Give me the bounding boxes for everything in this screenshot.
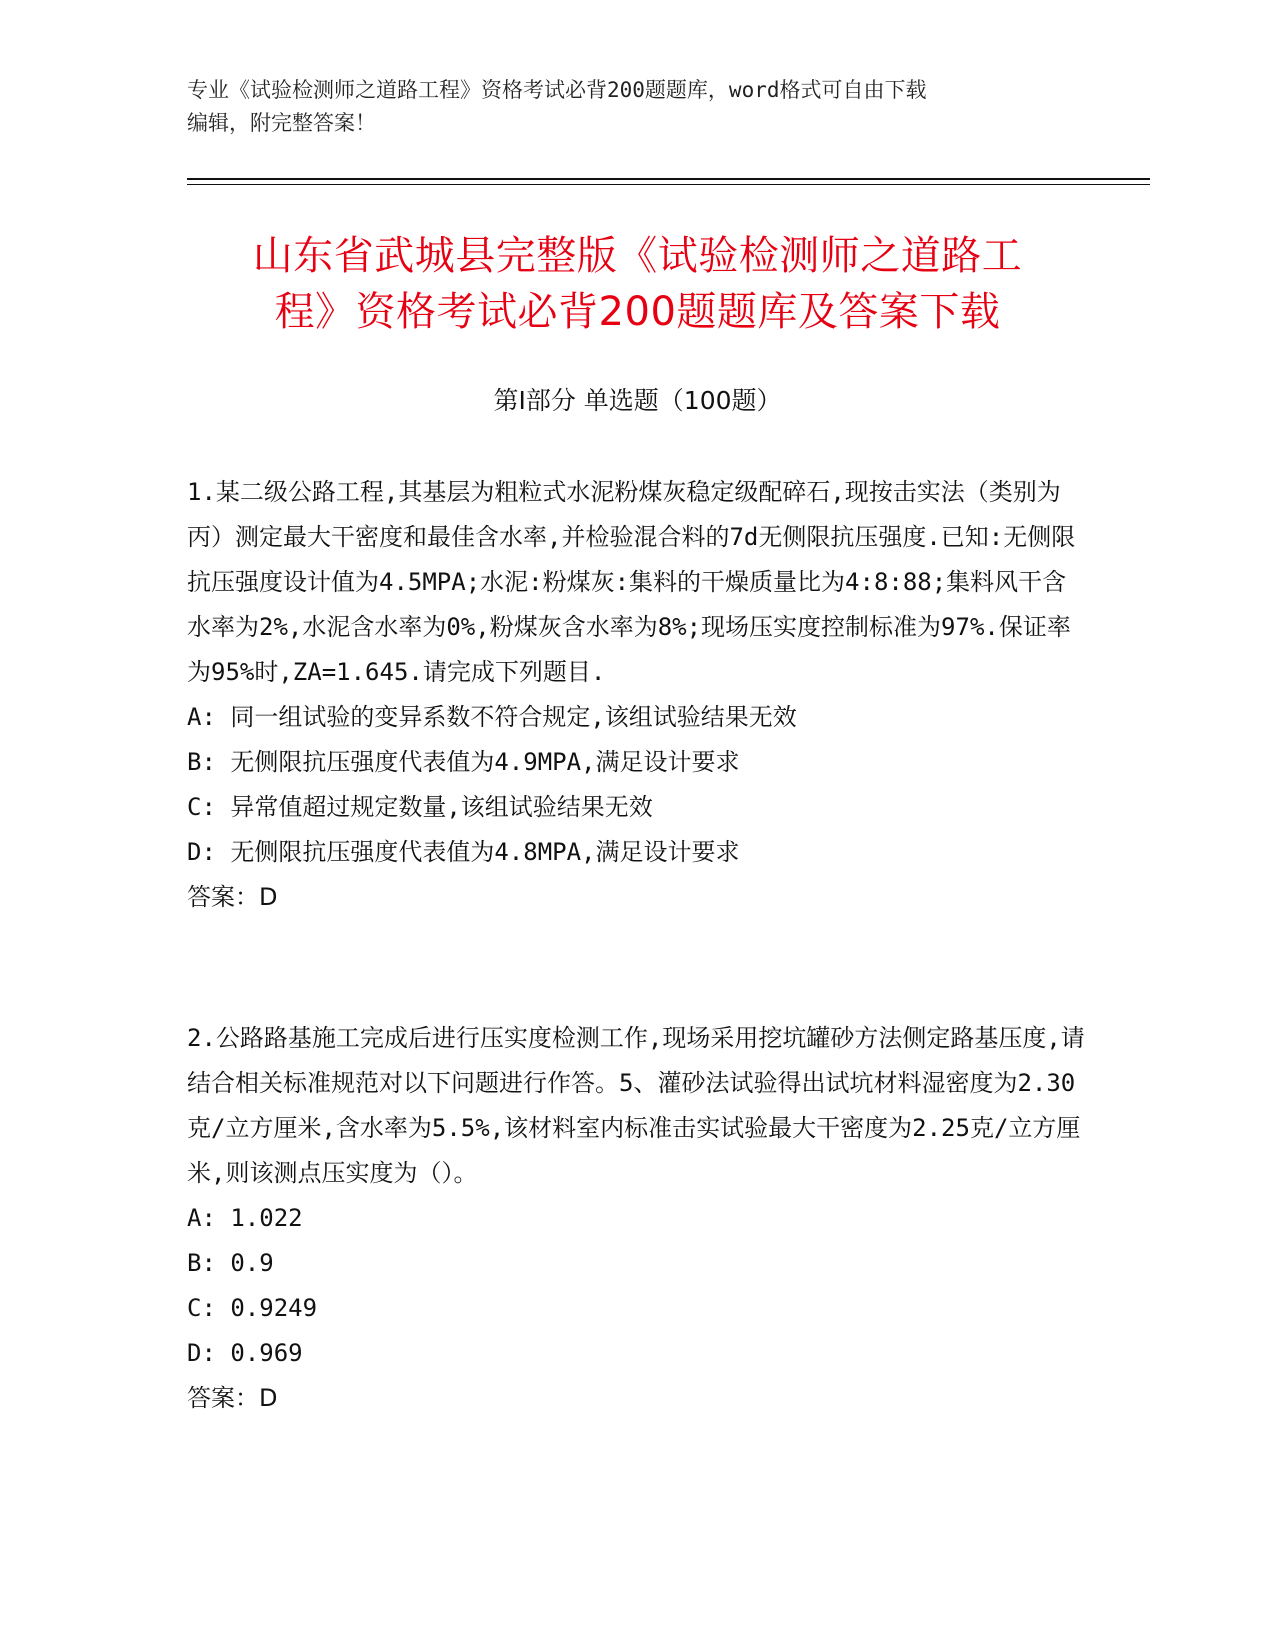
document-title-line-1: 山东省武城县完整版《试验检测师之道路工: [252, 233, 1023, 279]
question-1-option-d: D: 无侧限抗压强度代表值为4.8MPA,满足设计要求: [187, 838, 740, 866]
question-2-stem: 2.公路路基施工完成后进行压实度检测工作,现场采用挖坑罐砂方法侧定路基压度,请结合相关标准规范对以下问题进行作答。5、灌砂法试验得出试坑材料湿密度为2.30克/立方厘米,含水率为5.5%,该材料室内标准击实试验最大干密度为2.25克/立方厘米,则该测点压实度为（）。: [187, 1024, 1085, 1187]
question-2: [187, 1016, 1087, 1421]
question-1-option-a: A: 同一组试验的变异系数不符合规定,该组试验结果无效: [187, 703, 797, 731]
question-1-option-c: C: 异常值超过规定数量,该组试验结果无效: [187, 793, 653, 821]
header-note: [187, 74, 1087, 140]
question-2-option-c: C: 0.9249: [187, 1294, 318, 1322]
header-divider-thick: [187, 178, 1150, 180]
question-1: [187, 470, 1087, 920]
question-1-answer: 答案：D: [187, 883, 278, 911]
question-2-option-d: D: 0.969: [187, 1339, 303, 1367]
question-2-answer: 答案：D: [187, 1384, 278, 1412]
document-title-line-2: 程》资格考试必背200题题库及答案下载: [274, 289, 1001, 335]
header-note-line-2: 编辑，附完整答案！: [187, 111, 376, 135]
question-2-option-a: A: 1.022: [187, 1204, 303, 1232]
question-2-option-b: B: 0.9: [187, 1249, 274, 1277]
header-note-line-1: 专业《试验检测师之道路工程》资格考试必背200题题库，word格式可自由下载: [187, 78, 927, 102]
document-title: [150, 228, 1125, 340]
section-heading: 第Ⅰ部分 单选题（100题）: [493, 386, 782, 415]
header-divider-thin: [187, 184, 1150, 185]
question-1-option-b: B: 无侧限抗压强度代表值为4.9MPA,满足设计要求: [187, 748, 740, 776]
question-1-stem: 1.某二级公路工程,其基层为粗粒式水泥粉煤灰稳定级配碎石,现按击实法（类别为丙）测定最大干密度和最佳含水率,并检验混合料的7d无侧限抗压强度.已知:无侧限抗压强度设计值为4.5MPA;水泥:粉煤灰:集料的干燥质量比为4:8:88;集料风干含水率为2%,水泥含水率为0%,粉煤灰含水率为8%;现场压实度控制标准为97%.保证率为95%时,ZA=1.645.请完成下列题目.: [187, 478, 1076, 686]
